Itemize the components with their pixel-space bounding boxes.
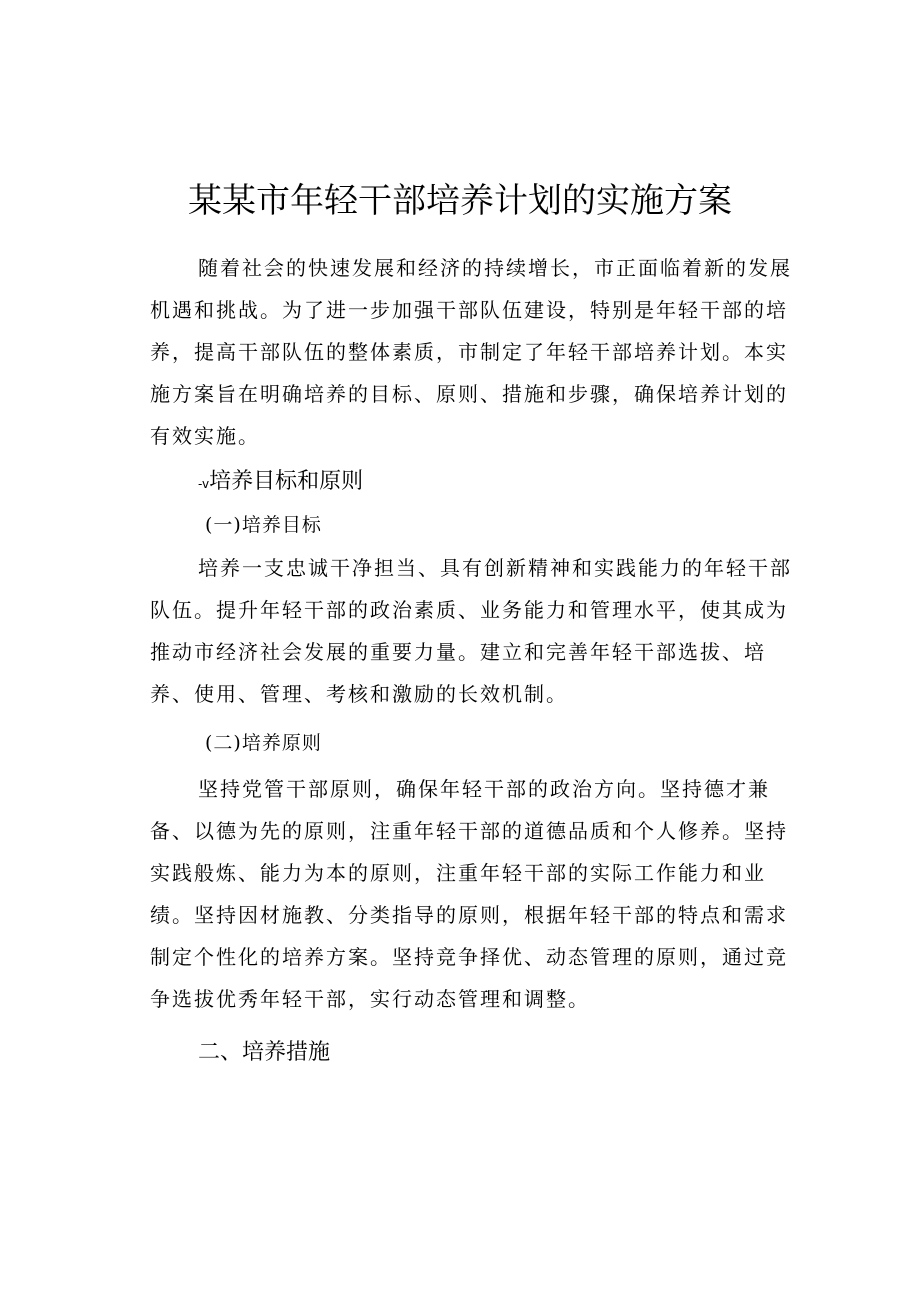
section-2-heading: 二、培养措施: [198, 1040, 331, 1065]
subsection-2-body: 坚持党管干部原则，确保年轻干部的政治方向。坚持德才兼备、以德为先的原则，注重年轻干部的道德品质和个人修养。坚持实践般炼、能力为本的原则，注重年轻干部的实际工作能力和业绩。坚持因材施教、分类指导的原则，根据年轻干部的特点和需求制定个性化的培养方案。坚持竞争择优、动态管理的原则，通过竞争选拔优秀年轻干部，实行动态管理和调整。: [150, 777, 788, 1011]
subsection-1-body: 培养一支忠诚干净担当、具有创新精神和实践能力的年轻干部队伍。提升年轻干部的政治素质、业务能力和管理水平，使其成为推动市经济社会发展的重要力量。建立和完善年轻干部选拔、培养、使用、管理、考核和激励的长效机制。: [150, 556, 792, 706]
intro-paragraph: 随着社会的快速发展和经济的持续增长，市正面临着新的发展机遇和挑战。为了进一步加强干部队伍建设，特别是年轻干部的培养，提高干部队伍的整体素质，市制定了年轻干部培养计划。本实施方案旨在明确培养的目标、原则、措施和步骤，确保培养计划的有效实施。: [150, 256, 792, 448]
section-1-prefix: -v: [198, 477, 210, 491]
section-1-heading: [198, 462, 363, 504]
subsection-1-heading: (一)培养目标: [205, 514, 322, 536]
subsection-2-heading: (二)培养原则: [205, 732, 322, 754]
document-title: 某某市年轻干部培养计划的实施方案: [188, 180, 732, 221]
section-1-heading-text: 培养目标和原则: [209, 469, 364, 494]
